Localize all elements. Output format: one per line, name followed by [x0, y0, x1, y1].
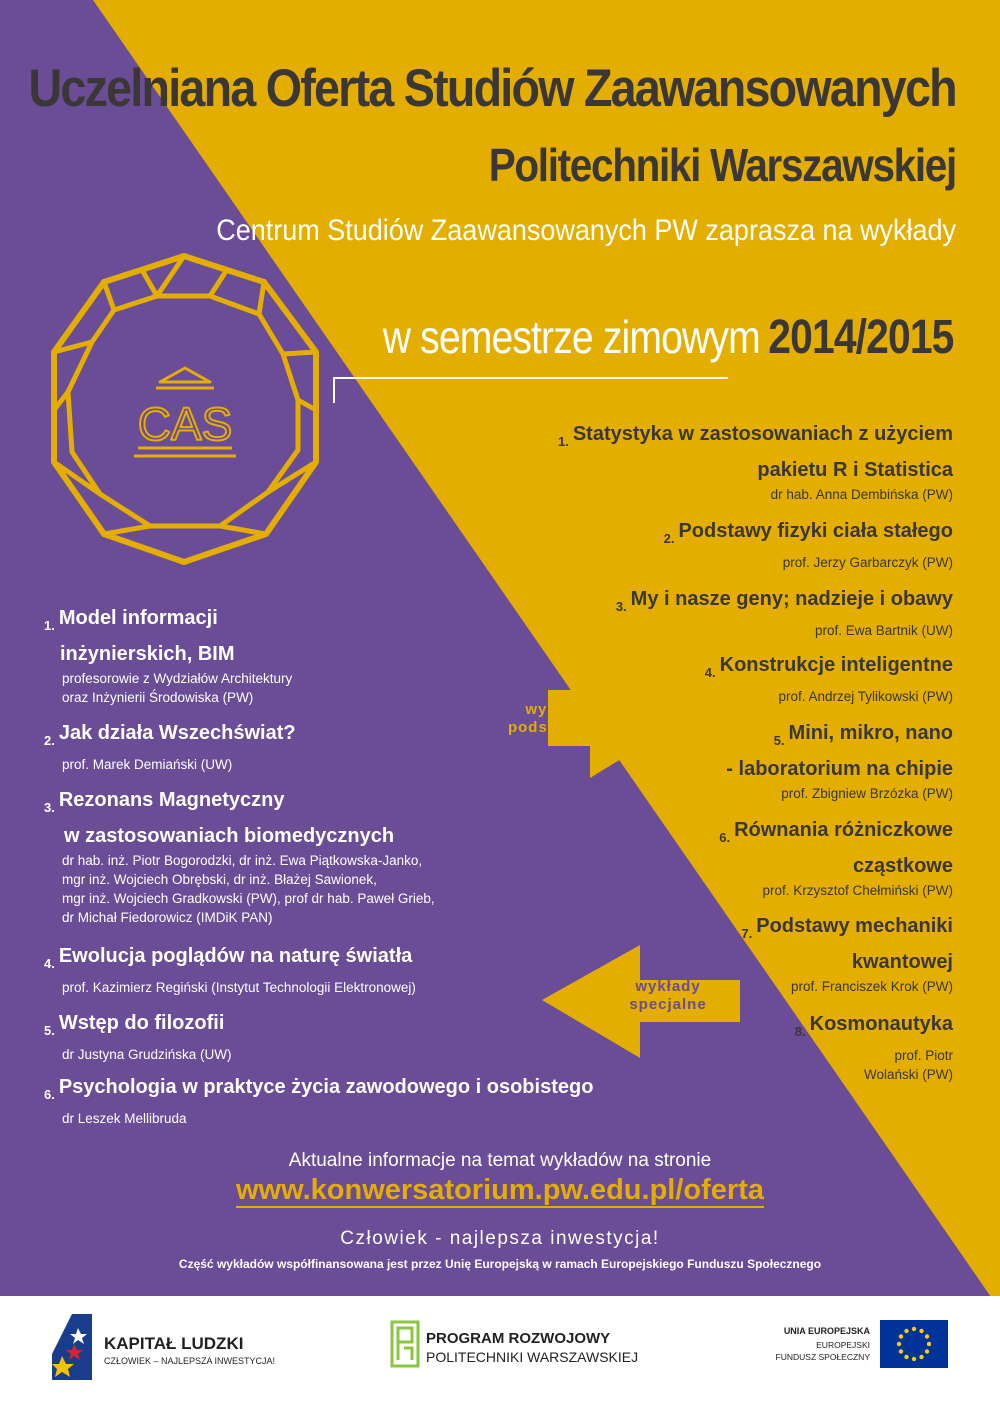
- eu-star-icon: [912, 1357, 916, 1361]
- lecturer: prof. Jerzy Garbarczyk (PW): [782, 555, 953, 570]
- lecture-title: Jak działa Wszechświat?: [58, 722, 296, 744]
- lecture-number: 3.: [615, 599, 627, 614]
- arrow-label-line: wykłady: [525, 701, 591, 718]
- semester-year: 2014/2015: [768, 311, 954, 364]
- eu-star-icon: [904, 1355, 908, 1359]
- prpw-line1: PROGRAM ROZWOJOWY: [426, 1330, 611, 1347]
- lecturer: profesorowie z Wydziałów Architektury: [62, 671, 293, 686]
- lecture-title: Podstawy fizyki ciała stałego: [678, 520, 953, 542]
- eu-star-icon: [899, 1349, 903, 1353]
- basic-lecture-2: [664, 517, 953, 572]
- lecture-title: My i nasze geny; nadzieje i obawy: [630, 588, 953, 610]
- funding-note: Część wykładów współfinansowana jest przez Unię Europejską w ramach Europejskiego Funduszu Społecznego: [178, 1257, 822, 1271]
- eu-line2: EUROPEJSKI: [816, 1340, 870, 1350]
- special-lecture-5: [44, 1009, 232, 1064]
- lecturer: Wolański (PW): [863, 1067, 953, 1082]
- lecturer: prof. Krzysztof Chełmiński (PW): [762, 883, 953, 898]
- arrow-label-line: specjalne: [629, 996, 707, 1013]
- lecturer: oraz Inżynierii Środowiska (PW): [62, 690, 254, 705]
- website-link[interactable]: [0, 1174, 1000, 1207]
- lecture-title: cząstkowe: [852, 855, 953, 877]
- lecture-number: 2.: [44, 733, 55, 748]
- lecture-title: Konstrukcje inteligentne: [719, 654, 953, 676]
- lecture-number: 5.: [44, 1023, 55, 1038]
- eu-star-icon: [912, 1327, 916, 1331]
- eu-line3: FUNDUSZ SPOŁECZNY: [775, 1352, 870, 1362]
- lecturer: dr hab. inż. Piotr Bogorodzki, dr inż. Ewa Piątkowska-Janko,: [62, 853, 423, 868]
- basic-lecture-3: [616, 585, 953, 640]
- basic-lecture-4: [705, 651, 953, 706]
- special-lecture-3: [44, 786, 435, 927]
- lecturer: dr hab. Anna Dembińska (PW): [770, 487, 953, 502]
- lecture-number: 6.: [719, 830, 731, 845]
- eu-star-icon: [897, 1342, 901, 1346]
- lecture-number: 4.: [704, 665, 716, 680]
- eu-star-icon: [919, 1355, 923, 1359]
- lecturer: prof. Zbigniew Brzózka (PW): [781, 786, 953, 801]
- kapital-ludzki-title: KAPITAŁ LUDZKI: [104, 1334, 244, 1353]
- lecturer: mgr inż. Wojciech Obrębski, dr inż. Błażej Sawionek,: [62, 872, 377, 887]
- basic-lecture-8: [795, 1010, 953, 1084]
- lecturer: mgr inż. Wojciech Gradkowski (PW), prof dr hab. Paweł Grieb,: [62, 891, 435, 906]
- lecture-title: Wstęp do filozofii: [58, 1012, 225, 1034]
- title-line1: Uczelniana Oferta Studiów Zaawansowanych: [28, 59, 956, 118]
- eu-flag-icon: [880, 1320, 948, 1368]
- lecture-number: 2.: [663, 531, 675, 546]
- eu-star-icon: [927, 1342, 931, 1346]
- lecture-number: 4.: [44, 956, 55, 971]
- lecturer: prof. Piotr: [894, 1048, 953, 1063]
- special-lecture-6: [44, 1073, 593, 1128]
- prpw-logo-icon: [390, 1320, 420, 1368]
- basic-lecture-5: [726, 719, 953, 803]
- lecture-number: 5.: [773, 733, 785, 748]
- special-lecture-1: [44, 604, 292, 707]
- lecture-title: Podstawy mechaniki: [756, 915, 953, 937]
- lecturer: dr Justyna Grudzińska (UW): [62, 1047, 232, 1062]
- lecture-number: 1.: [558, 434, 569, 449]
- lecture-title: Kosmonautyka: [809, 1013, 953, 1035]
- eu-star-icon: [925, 1349, 929, 1353]
- lecture-title: Mini, mikro, nano: [788, 722, 953, 744]
- eu-star-icon: [904, 1329, 908, 1333]
- basic-lecture-1: [558, 420, 953, 504]
- eu-star-icon: [925, 1334, 929, 1338]
- lecturer: prof. Marek Demiański (UW): [62, 757, 233, 772]
- lecture-title: Statystyka w zastosowaniach z użyciem: [572, 423, 953, 445]
- lecture-title: pakietu R i Statistica: [757, 459, 953, 481]
- lecture-title: inżynierskich, BIM: [60, 643, 235, 665]
- lecture-number: 7.: [741, 926, 753, 941]
- lecturer: dr Michał Fiedorowicz (IMDiK PAN): [62, 910, 273, 925]
- special-lecture-4: [44, 942, 416, 997]
- lecturer: prof. Kazimierz Regiński (Instytut Technologii Elektronowej): [62, 980, 416, 995]
- special-lecture-2: [44, 719, 296, 774]
- lecture-title: Równania różniczkowe: [734, 819, 953, 841]
- cas-logo-text: CAS: [137, 398, 233, 450]
- lecture-title: kwantowej: [851, 951, 953, 973]
- kapital-ludzki-logo-icon: [52, 1314, 92, 1380]
- lecture-title: Psychologia w praktyce życia zawodowego i osobistego: [58, 1076, 594, 1098]
- title-line2: Politechniki Warszawskiej: [488, 139, 956, 191]
- lecturer: dr Leszek Mellibruda: [62, 1111, 187, 1126]
- subtitle: Centrum Studiów Zaawansowanych PW zaprasza na wykłady: [216, 214, 956, 247]
- lecture-number: 1.: [44, 618, 55, 633]
- basic-arrow-label: [478, 701, 638, 737]
- semester: [383, 310, 954, 365]
- kapital-ludzki-subtitle: CZŁOWIEK – NAJLEPSZA INWESTYCJA!: [104, 1356, 276, 1366]
- special-arrow-label: [588, 978, 748, 1014]
- lecture-title: Rezonans Magnetyczny: [58, 789, 285, 811]
- lecturer: prof. Andrzej Tylikowski (PW): [778, 689, 953, 704]
- slogan: Człowiek - najlepsza inwestycja!: [340, 1228, 660, 1249]
- lecture-title: Ewolucja poglądów na naturę światła: [58, 945, 413, 967]
- lecture-title: - laboratorium na chipie: [726, 758, 953, 780]
- basic-lecture-7: [741, 912, 953, 996]
- eu-star-icon: [919, 1329, 923, 1333]
- lecturer: prof. Ewa Bartnik (UW): [814, 623, 953, 638]
- lecture-title: Model informacji: [58, 607, 218, 629]
- lecture-number: 6.: [44, 1087, 55, 1102]
- eu-star-icon: [899, 1334, 903, 1338]
- website-url[interactable]: www.konwersatorium.pw.edu.pl/oferta: [236, 1174, 764, 1206]
- basic-lecture-6: [719, 816, 953, 900]
- footer: [0, 1296, 1000, 1414]
- semester-label: w semestrze zimowym: [383, 311, 761, 363]
- eu-line1: UNIA EUROPEJSKA: [783, 1326, 870, 1336]
- arrow-label-line: wykłady: [635, 978, 701, 995]
- lecturer: prof. Franciszek Krok (PW): [790, 979, 953, 994]
- arrow-label-line: podstawowe: [507, 719, 608, 736]
- lecture-title: w zastosowaniach biomedycznych: [64, 825, 395, 847]
- info-text: Aktualne informacje na temat wykładów na stronie: [288, 1150, 712, 1171]
- lecture-number: 3.: [44, 800, 55, 815]
- prpw-line2: POLITECHNIKI WARSZAWSKIEJ: [426, 1349, 639, 1365]
- lecture-number: 8.: [794, 1024, 806, 1039]
